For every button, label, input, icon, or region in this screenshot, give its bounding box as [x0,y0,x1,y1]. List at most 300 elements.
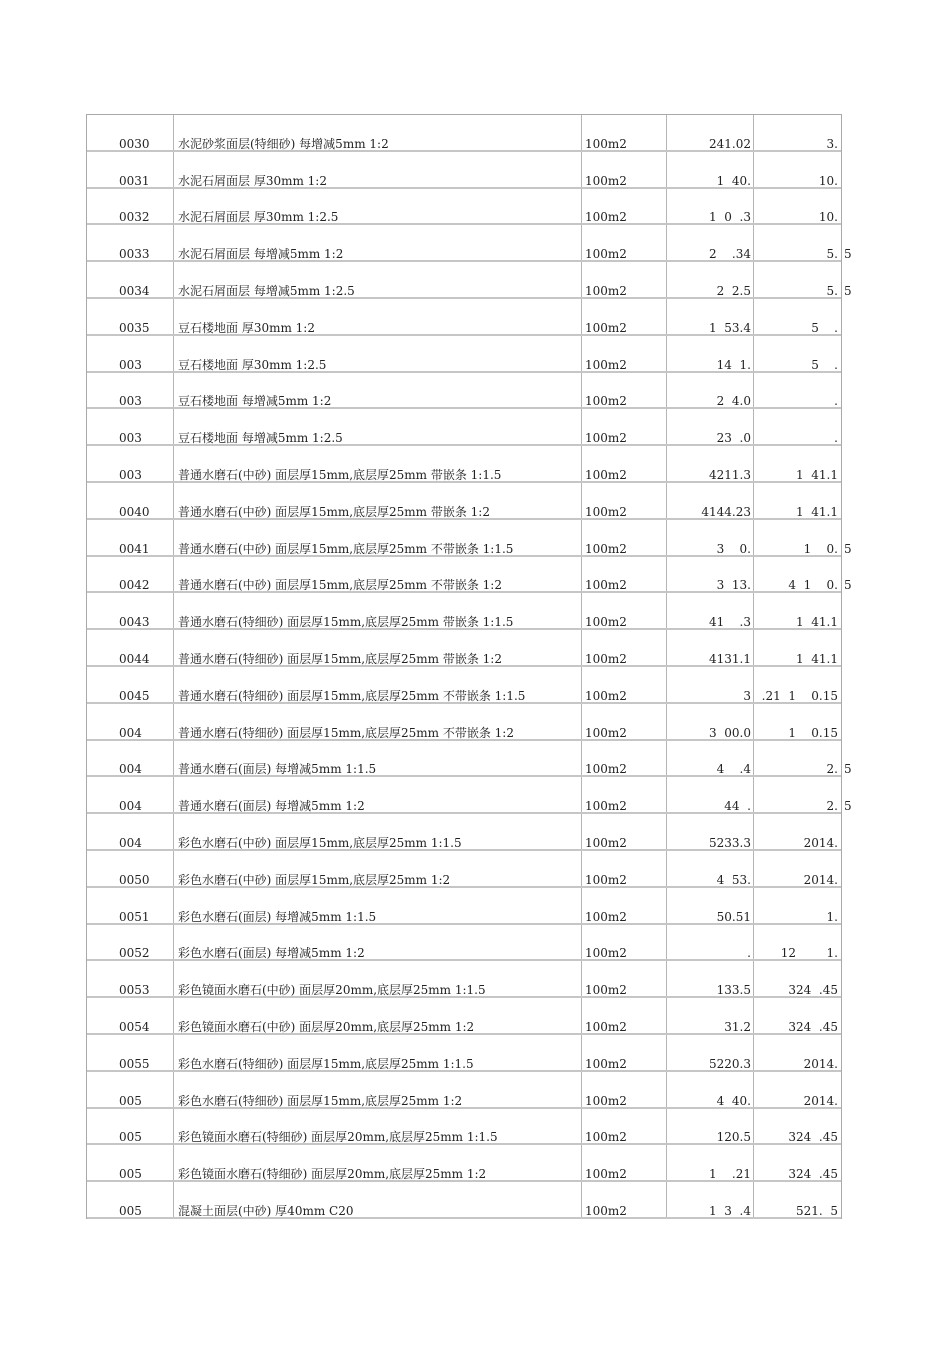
unit-cell [582,225,667,260]
code-cell [87,557,174,592]
price-text: 50.51 [716,909,751,924]
overflow-cell [842,925,872,960]
table-row [87,483,841,520]
labor-text: 10. [818,210,838,225]
name-cell [174,446,582,481]
unit-cell [582,667,667,702]
name-cell [174,667,582,702]
unit-text: 100m2 [585,909,627,924]
unit-text: 100m2 [585,320,627,335]
unit-text: 100m2 [585,1056,627,1071]
labor-text: 1 0. [803,541,838,556]
price-text: 3 00.0 [709,725,751,740]
unit-cell [582,299,667,334]
unit-text: 100m2 [585,247,627,262]
unit-text: 100m2 [585,872,627,887]
unit-text: 100m2 [585,688,627,703]
price-text: 4144.23 [701,504,751,519]
name-text: 水泥石屑面层 厚30mm 1:2.5 [178,210,339,225]
overflow-cell [842,483,872,518]
price-text: 4211.3 [709,467,751,482]
labor-text: 1 41.1 [796,651,838,666]
labor-text: 4 1 0. [788,578,838,593]
table-row [87,152,841,189]
unit-text: 100m2 [585,725,627,740]
code-cell [87,299,174,334]
code-cell [87,998,174,1033]
labor-cell [754,483,840,518]
price-text: . [747,946,751,961]
code-text: 003 [119,431,142,446]
price-text: 4 40. [716,1093,751,1108]
name-cell [174,1035,582,1070]
labor-cell [754,998,840,1033]
table-row [87,741,852,778]
unit-cell [582,777,667,812]
name-cell [174,741,582,776]
price-cell [667,373,754,408]
labor-cell [754,446,840,481]
code-text: 004 [119,725,142,740]
unit-cell [582,1072,667,1107]
name-text: 彩色水磨石(中砂) 面层厚15mm,底层厚25mm 1:1.5 [178,835,462,850]
table-row [87,667,841,704]
labor-text: . [834,394,838,409]
overflow-cell [842,1072,872,1107]
name-text: 彩色镜面水磨石(特细砂) 面层厚20mm,底层厚25mm 1:2 [178,1167,487,1182]
price-text: 4 53. [716,872,751,887]
unit-cell [582,189,667,224]
code-cell [87,1182,174,1217]
price-cell [667,446,754,481]
code-cell [87,1072,174,1107]
unit-text: 100m2 [585,504,627,519]
price-text: 4131.1 [709,651,751,666]
code-text: 0035 [119,320,150,335]
name-text: 水泥石屑面层 厚30mm 1:2 [178,173,327,188]
table-row [87,961,841,998]
code-text: 0032 [119,210,150,225]
code-cell [87,814,174,849]
name-text: 普通水磨石(特细砂) 面层厚15mm,底层厚25mm 带嵌条 1:1.5 [178,615,514,630]
code-cell [87,373,174,408]
unit-cell [582,1035,667,1070]
price-cell [667,483,754,518]
price-text: 133.5 [716,983,751,998]
price-cell [667,961,754,996]
overflow-text: 5 [844,283,852,298]
unit-text: 100m2 [585,431,627,446]
table-row [87,115,841,152]
overflow-cell [842,189,872,224]
code-text: 0053 [119,983,150,998]
name-cell [174,557,582,592]
unit-cell [582,851,667,886]
code-cell [87,1035,174,1070]
name-cell [174,1072,582,1107]
labor-text: 12 1. [780,946,838,961]
name-text: 普通水磨石(面层) 每增减5mm 1:2 [178,799,365,814]
price-text: 2 .34 [709,247,751,262]
unit-text: 100m2 [585,283,627,298]
unit-text: 100m2 [585,1167,627,1182]
table-row [87,814,841,851]
price-cell [667,557,754,592]
table-row [87,777,852,814]
name-text: 彩色镜面水磨石(特细砂) 面层厚20mm,底层厚25mm 1:1.5 [178,1130,498,1145]
price-cell [667,1109,754,1144]
code-text: 005 [119,1167,142,1182]
unit-text: 100m2 [585,1130,627,1145]
labor-text: 2014. [803,872,838,887]
overflow-cell [842,593,872,628]
code-cell [87,1145,174,1180]
code-cell [87,262,174,297]
unit-cell [582,961,667,996]
price-text: 1 3 .4 [709,1203,751,1218]
table-row [87,998,841,1035]
code-text: 005 [119,1130,142,1145]
name-text: 豆石楼地面 厚30mm 1:2.5 [178,357,327,372]
price-text: 4 .4 [716,762,751,777]
overflow-text: 5 [844,762,852,777]
name-cell [174,189,582,224]
name-cell [174,1145,582,1180]
unit-text: 100m2 [585,1203,627,1218]
name-text: 豆石楼地面 厚30mm 1:2 [178,320,315,335]
code-cell [87,409,174,444]
price-cell [667,299,754,334]
unit-cell [582,998,667,1033]
price-cell [667,630,754,665]
labor-text: 1 41.1 [796,615,838,630]
table-row [87,1072,841,1109]
unit-cell [582,115,667,150]
name-text: 彩色水磨石(特细砂) 面层厚15mm,底层厚25mm 1:2 [178,1093,463,1108]
unit-cell [582,373,667,408]
code-text: 0055 [119,1056,150,1071]
price-text: 3 0. [716,541,751,556]
code-text: 0030 [119,136,150,151]
overflow-cell [842,630,872,665]
name-text: 水泥石屑面层 每增减5mm 1:2 [178,247,344,262]
name-cell [174,851,582,886]
unit-text: 100m2 [585,762,627,777]
price-text: 1 40. [716,173,751,188]
name-cell [174,152,582,187]
labor-text: 5. [826,283,838,298]
code-text: 0050 [119,872,150,887]
name-cell [174,336,582,371]
overflow-cell [842,1035,872,1070]
price-text: 23 .0 [716,431,751,446]
name-cell [174,262,582,297]
labor-text: 1. [826,909,838,924]
labor-text: . [834,431,838,446]
labor-cell [754,777,840,812]
labor-cell [754,851,840,886]
overflow-cell [842,1182,872,1217]
code-cell [87,483,174,518]
overflow-cell [842,704,872,739]
price-text: 1 .21 [709,1167,751,1182]
name-text: 普通水磨石(中砂) 面层厚15mm,底层厚25mm 不带嵌条 1:2 [178,578,502,593]
unit-cell [582,704,667,739]
table-row [87,557,852,594]
quota-table [86,114,852,1219]
name-cell [174,483,582,518]
code-cell [87,630,174,665]
unit-cell [582,741,667,776]
unit-text: 100m2 [585,541,627,556]
labor-text: 5 . [811,357,838,372]
name-text: 普通水磨石(中砂) 面层厚15mm,底层厚25mm 带嵌条 1:1.5 [178,467,502,482]
overflow-text: 5 [844,578,852,593]
overflow-cell [842,225,872,260]
unit-cell [582,925,667,960]
name-text: 普通水磨石(中砂) 面层厚15mm,底层厚25mm 不带嵌条 1:1.5 [178,541,514,556]
name-cell [174,115,582,150]
name-text: 彩色水磨石(面层) 每增减5mm 1:2 [178,946,365,961]
name-cell [174,1182,582,1217]
labor-cell [754,1109,840,1144]
code-text: 0044 [119,651,150,666]
labor-cell [754,1182,840,1217]
labor-cell [754,299,840,334]
unit-cell [582,483,667,518]
labor-text: 324 .45 [788,1019,838,1034]
table-row [87,520,852,557]
overflow-cell [842,520,872,555]
overflow-text: 5 [844,541,852,556]
unit-text: 100m2 [585,1019,627,1034]
name-text: 普通水磨石(特细砂) 面层厚15mm,底层厚25mm 不带嵌条 1:1.5 [178,688,526,703]
labor-cell [754,925,840,960]
unit-cell [582,262,667,297]
name-cell [174,520,582,555]
labor-text: 2. [826,799,838,814]
overflow-cell [842,777,872,812]
price-text: 241.02 [709,136,751,151]
table-row [87,409,841,446]
overflow-cell [842,409,872,444]
table-row [87,630,841,667]
labor-text: 2014. [803,1056,838,1071]
price-cell [667,409,754,444]
name-text: 水泥石屑面层 每增减5mm 1:2.5 [178,283,355,298]
code-text: 003 [119,467,142,482]
price-cell [667,336,754,371]
name-cell [174,299,582,334]
name-cell [174,593,582,628]
unit-text: 100m2 [585,946,627,961]
labor-text: 3. [826,136,838,151]
labor-text: 5 . [811,320,838,335]
code-text: 0040 [119,504,150,519]
code-cell [87,115,174,150]
table-row [87,373,841,410]
code-text: 003 [119,357,142,372]
unit-text: 100m2 [585,173,627,188]
labor-cell [754,1072,840,1107]
table-row [87,704,841,741]
price-text: 1 0 .3 [709,210,751,225]
code-text: 003 [119,394,142,409]
name-text: 彩色水磨石(中砂) 面层厚15mm,底层厚25mm 1:2 [178,872,451,887]
labor-cell [754,557,840,592]
name-text: 豆石楼地面 每增减5mm 1:2.5 [178,431,343,446]
code-cell [87,925,174,960]
overflow-cell [842,336,872,371]
labor-text: 521. 5 [796,1203,838,1218]
name-cell [174,373,582,408]
labor-text: 2014. [803,835,838,850]
code-text: 005 [119,1203,142,1218]
table-row [87,851,841,888]
labor-text: 1 41.1 [796,504,838,519]
overflow-cell [842,851,872,886]
unit-cell [582,1145,667,1180]
name-cell [174,925,582,960]
name-text: 豆石楼地面 每增减5mm 1:2 [178,394,332,409]
unit-cell [582,630,667,665]
overflow-cell [842,888,872,923]
name-cell [174,961,582,996]
table-row [87,262,852,299]
name-text: 水泥砂浆面层(特细砂) 每增减5mm 1:2 [178,136,389,151]
price-cell [667,593,754,628]
price-cell [667,998,754,1033]
code-text: 0034 [119,283,150,298]
overflow-cell [842,299,872,334]
price-cell [667,152,754,187]
price-cell [667,741,754,776]
labor-cell [754,336,840,371]
name-cell [174,225,582,260]
code-text: 005 [119,1093,142,1108]
labor-cell [754,888,840,923]
table-row [87,336,841,373]
price-cell [667,851,754,886]
labor-text: 10. [818,173,838,188]
unit-text: 100m2 [585,394,627,409]
name-text: 彩色水磨石(面层) 每增减5mm 1:1.5 [178,909,377,924]
name-text: 彩色镜面水磨石(中砂) 面层厚20mm,底层厚25mm 1:2 [178,1019,475,1034]
code-cell [87,189,174,224]
price-cell [667,925,754,960]
name-text: 普通水磨石(特细砂) 面层厚15mm,底层厚25mm 带嵌条 1:2 [178,651,502,666]
unit-text: 100m2 [585,210,627,225]
price-cell [667,1182,754,1217]
price-text: 2 4.0 [716,394,751,409]
code-text: 004 [119,799,142,814]
code-cell [87,888,174,923]
code-cell [87,961,174,996]
overflow-cell [842,741,872,776]
price-text: 3 [743,688,751,703]
code-text: 004 [119,835,142,850]
price-text: 5233.3 [709,835,751,850]
name-cell [174,777,582,812]
unit-text: 100m2 [585,578,627,593]
code-text: 0042 [119,578,150,593]
code-cell [87,520,174,555]
code-cell [87,1109,174,1144]
overflow-cell [842,1109,872,1144]
unit-text: 100m2 [585,615,627,630]
overflow-text: 5 [844,247,852,262]
labor-text: 324 .45 [788,1130,838,1145]
unit-cell [582,446,667,481]
unit-cell [582,814,667,849]
labor-text: .21 1 0.15 [761,688,838,703]
unit-text: 100m2 [585,467,627,482]
name-cell [174,814,582,849]
labor-text: 2014. [803,1093,838,1108]
price-text: 44 . [724,799,751,814]
overflow-cell [842,446,872,481]
code-text: 0041 [119,541,150,556]
price-cell [667,814,754,849]
code-text: 0051 [119,909,150,924]
name-cell [174,888,582,923]
price-cell [667,115,754,150]
code-cell [87,777,174,812]
price-text: 5220.3 [709,1056,751,1071]
overflow-cell [842,814,872,849]
code-text: 0054 [119,1019,150,1034]
labor-text: 324 .45 [788,1167,838,1182]
table-row [87,1109,841,1146]
table-row [87,1182,841,1219]
overflow-cell [842,115,872,150]
unit-cell [582,888,667,923]
price-text: 14 1. [716,357,751,372]
labor-cell [754,741,840,776]
labor-cell [754,1035,840,1070]
table-row [87,189,841,226]
price-text: 31.2 [724,1019,751,1034]
labor-cell [754,667,840,702]
labor-cell [754,704,840,739]
name-text: 彩色水磨石(特细砂) 面层厚15mm,底层厚25mm 1:1.5 [178,1056,474,1071]
table-row [87,1035,841,1072]
name-cell [174,409,582,444]
labor-text: 1 41.1 [796,467,838,482]
price-text: 3 13. [716,578,751,593]
labor-cell [754,961,840,996]
name-cell [174,704,582,739]
price-cell [667,704,754,739]
unit-cell [582,593,667,628]
unit-cell [582,520,667,555]
price-cell [667,1145,754,1180]
unit-text: 100m2 [585,651,627,666]
price-cell [667,667,754,702]
labor-cell [754,225,840,260]
labor-cell [754,520,840,555]
labor-cell [754,115,840,150]
code-cell [87,336,174,371]
labor-cell [754,630,840,665]
unit-text: 100m2 [585,799,627,814]
price-cell [667,189,754,224]
overflow-cell [842,961,872,996]
name-text: 普通水磨石(中砂) 面层厚15mm,底层厚25mm 带嵌条 1:2 [178,504,490,519]
name-text: 混凝土面层(中砂) 厚40mm C20 [178,1203,354,1218]
labor-text: 5. [826,247,838,262]
labor-text: 1 0.15 [788,725,838,740]
